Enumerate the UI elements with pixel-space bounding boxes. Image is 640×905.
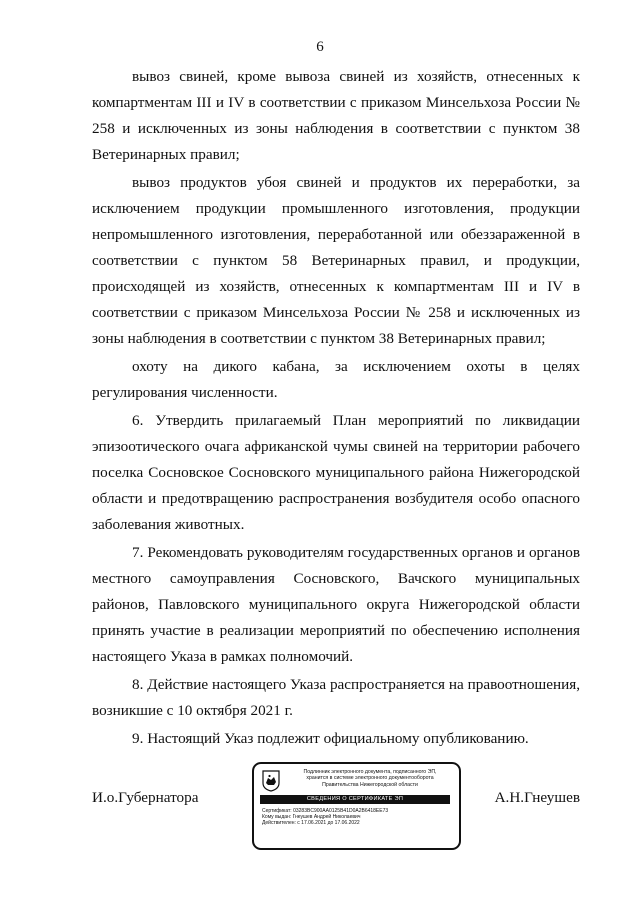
signatory-title: И.о.Губернатора [92, 789, 199, 806]
paragraph-pig-export-ban: вывоз свиней, кроме вывоза свиней из хозяйств, отнесенных к компартментам III и IV в соответствии с приказом Минсельхоза России № 258 и исключенных из зоны наблюдения в соответствии с пунктом 38 Ветеринарных правил; [92, 68, 580, 163]
stamp-issued-to: Кому выдан: Гнеушев Андрей Николаевич [262, 814, 361, 821]
stamp-header-line: Подлинник электронного документа, подписанного ЭП, [303, 769, 437, 775]
paragraph-slaughter-products-ban: вывоз продуктов убоя свиней и продуктов их переработки, за исключением продукции промышленного изготовления, продукции непромышленного изготовления, переработанной или обеззараженной в соответствии с пунктом 58 Ветеринарных правил, и продукции, происходящей из хозяйств, отнесенных к компартментам III и IV в соответствии с приказом Минсельхоза России № 258 и исключенных из зоны наблюдения в соответствии с пунктом 38 Ветеринарных правил; [92, 174, 580, 347]
nizhny-novgorod-emblem-icon [262, 770, 280, 792]
decree-body [92, 64, 580, 754]
stamp-header-line: хранится в системе электронного документооборота [306, 775, 434, 782]
electronic-signature-stamp [252, 762, 461, 850]
stamp-header [284, 769, 456, 788]
stamp-certificate-title: СВЕДЕНИЯ О СЕРТИФИКАТЕ ЭП [260, 795, 450, 804]
paragraph-item-7: 7. Рекомендовать руководителям государственных органов и органов местного самоуправления Сосновского, Вачского муниципальных районов, Павловского муниципального округа Нижегородской области принять участие в реализации мероприятий по обеспечению исполнения настоящего Указа в рамках полномочий. [92, 544, 580, 665]
paragraph-item-9: 9. Настоящий Указ подлежит официальному опубликованию. [132, 730, 529, 747]
signature-block [92, 762, 580, 862]
paragraph-item-8: 8. Действие настоящего Указа распространяется на правоотношения, возникшие с 10 октября 2021 г. [92, 676, 580, 719]
stamp-validity: Действителен: с 17.06.2021 до 17.06.2022 [262, 820, 360, 827]
stamp-header-line: Правительства Нижегородской области [322, 781, 418, 788]
paragraph-item-6: 6. Утвердить прилагаемый План мероприятий по ликвидации эпизоотического очага африканской чумы свиней на территории рабочего поселка Сосновское Сосновского муниципального района Нижегородской области и предотвращению распространения возбудителя особо опасного заболевания животных. [92, 412, 580, 533]
page-number: 6 [316, 39, 324, 55]
stamp-certificate-number: Сертификат: 03283BC900AA0125B41D0A2B6418EE73 [262, 808, 389, 814]
signatory-name: А.Н.Гнеушев [494, 789, 580, 806]
paragraph-hunting-ban: охоту на дикого кабана, за исключением охоты в целях регулирования численности. [92, 358, 580, 401]
stamp-certificate-details [262, 808, 454, 827]
